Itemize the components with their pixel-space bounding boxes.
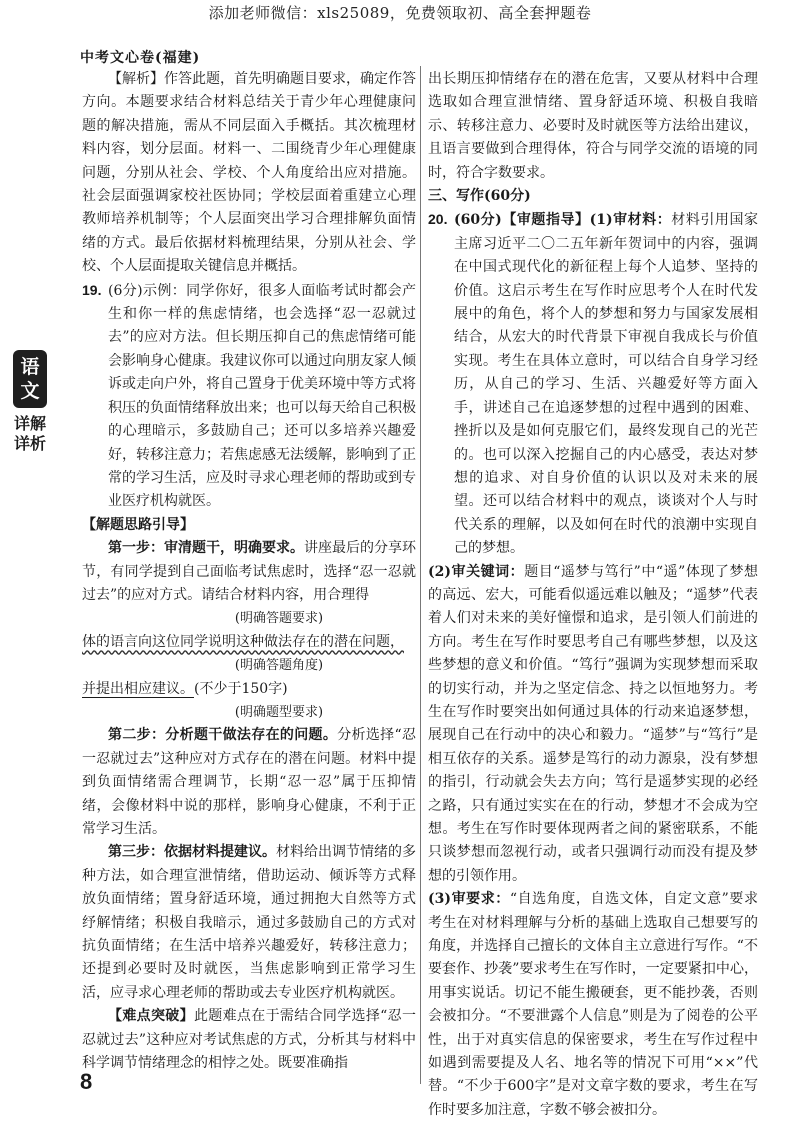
guide-title: 【解题思路引导】 [82, 516, 194, 533]
question-19-answer: (6分)示例：同学你好，很多人面临考试时都会产生和你一样的焦虑情绪，也会选择“忍一忍就过去”的应对方法。但长期压抑自己的焦虑情绪可能会影响身心健康。我建议你可以通过向朋友家人倾诉或走向户外，将自己置身于优美环境中等方式将积压的负面情绪释放出来；也可以每天给自己积极的心理暗示，多鼓励自己；还可以多培养兴趣爱好，转移注意力；若焦虑感无法缓解，影响到了正常的学习生活，应及时寻求心理老师的帮助或到专业医疗机构就医。 [108, 282, 416, 510]
step-1-label: 第一步：审清题干，明确要求。 [108, 540, 304, 557]
step-1-text: 讲座最后的分享环节，有同学提到自己面临考试焦虑时，选择“忍一忍就过去”的应对方式。请结合材料内容，用合理得 [82, 540, 416, 603]
subject-side-tab [13, 350, 47, 454]
requirement-analysis [428, 888, 758, 1122]
question-20-material: 材料引用国家主席习近平二〇二五年新年贺词中的内容，强调在中国式现代化的新征程上每个人追梦、坚持的价值。这启示考生在写作时应思考个人在时代发展中的角色，将个人的梦想和努力与国家发展相结合，从宏大的时代背景下审视自我成长与价值实现。考生在具体立意时，可以结合自身学习经历，从自己的学习、生活、兴趣爱好等方面入手，讲述自己在追逐梦想的过程中遇到的困难、挫折以及是如何克服它们，最终发现自己的光芒的。也可以深入挖掘自己的内心感受，表达对梦想的追求、对自身价值的认识以及对未来的展望。还可以结合材料中的观点，谈谈对个人与时代关系的理解，以及如何在时代的浪潮中实现自己的梦想。 [454, 212, 758, 557]
page-number: 8 [80, 1069, 93, 1094]
step-2-text: 分析选择“忍一忍就过去”这种应对方式存在的潜在问题。材料中提到负面情绪需合理调节，长期“忍一忍”属于压抑情绪，会像材料中说的那样，影响身心健康，不利于正常学习生活。 [82, 727, 416, 837]
step-2-label: 第二步：分析题干做法存在的问题。 [108, 727, 338, 744]
step-1-line-3-text: 并提出相应建议。 [82, 680, 194, 697]
question-20-head: (60分)【审题指导】(1)审材料： [454, 212, 672, 229]
requirement-analysis-text: “自选角度，自选文体，自定文意”要求考生在对材料理解与分析的基础上选取自己想要写的角度，并选择自己擅长的文体自主立意进行写作。“不要套作、抄袭”要求考生在写作时，一定要紧扣中心，用事实说话。切记不能生搬硬套，更不能抄袭，否则会被扣分。“不要泄露个人信息”则是为了阅卷的公平性，出于对真实信息的保密要求，考生在写作过程中如遇到需要提及人名、地名等的情况下可用“××”代替。“不少于600字”是对文章字数的要求，考生在写作时要多加注意，字数不够会被扣分。 [428, 891, 758, 1118]
note-2: (明确答题角度) [234, 658, 324, 674]
keyword-analysis-head: (2)审关键词： [428, 563, 525, 580]
difficulty-label: 【难点突破】 [108, 1008, 194, 1025]
step-1-line-3 [82, 678, 416, 701]
running-head: 中考文心卷(福建) [80, 50, 201, 66]
section-3-heading: 三、写作(60分) [428, 188, 531, 205]
question-19 [82, 279, 416, 514]
step-1 [82, 537, 416, 607]
question-20 [428, 208, 758, 560]
subject-sub-label: 详解详析 [13, 414, 46, 453]
step-1-line-2-text: 体的语言向这位同学说明这种做法存在的潜在问题， [82, 633, 404, 650]
difficulty [82, 1005, 416, 1075]
step-2 [82, 724, 416, 841]
difficulty-text: 此题难点在于需结合同学选择“忍一忍就过去”这种应对考试焦虑的方式，分析其与材料中科学调节情绪理念的相悖之处。既要准确指 [82, 1008, 416, 1072]
subject-label: 语文 [13, 350, 47, 408]
note-3: (明确题型要求) [234, 704, 324, 720]
step-1-line-2 [82, 631, 416, 654]
requirement-analysis-head: (3)审要求： [428, 891, 510, 908]
question-19-number: 19. [82, 281, 102, 298]
question-20-number: 20. [428, 211, 448, 228]
keyword-analysis [428, 561, 758, 889]
analysis-18: 【解析】作答此题，首先明确题目要求，确定作答方向。本题要求结合材料总结关于青少年心理健康问题的解决措施，需从不同层面入手概括。其次梳理材料内容，划分层面。材料一、二围绕青少年心理健康问题，分别从社会、学校、个人角度给出应对措施。社会层面强调家校社医协同；学校层面着重建立心理教师培养机制等；个人层面突出学习合理排解负面情绪的方式。最后依据材料梳理结果，分别从社会、学校、个人层面提取关键信息并概括。 [82, 71, 416, 275]
step-3 [82, 841, 416, 1005]
continued-text: 出长期压抑情绪存在的潜在危害，又要从材料中合理选取如合理宣泄情绪、置身舒适环境、积极自我暗示、转移注意力、必要时及时就医等方法给出建议，且语言要做到合理得体，符合与同学交流的语境的同时，符合字数要求。 [428, 71, 758, 181]
step-3-text: 材料给出调节情绪的多种方法，如合理宣泄情绪，借助运动、倾诉等方式释放负面情绪；置身舒适环境，通过拥抱大自然等方式纾解情绪；积极自我暗示，通过多鼓励自己的方式对抗负面情绪；在生活中培养兴趣爱好，转移注意力；还提到必要时及时就医，当焦虑影响到正常学习生活，应寻求心理老师的帮助或去专业医疗机构就医。 [82, 844, 416, 1001]
watermark: 添加老师微信：xls25089，免费领取初、高全套押题卷 [208, 4, 592, 22]
keyword-analysis-text: 题目“遥梦与笃行”中“遥”体现了梦想的高远、宏大，可能看似遥远难以触及；“遥梦”代表着人们对未来的美好憧憬和追求，是引领人们前进的方向。考生在写作时要思考自己有哪些梦想，以及这些梦想的意义和价值。“笃行”强调为实现梦想而采取的切实行动，并为之坚定信念、持之以恒地努力。考生在写作时要突出如何通过具体的行动来追逐梦想，展现自己在行动中的决心和毅力。“遥梦”与“笃行”是相互依存的关系。遥梦是笃行的动力源泉，没有梦想的指引，行动就会失去方向；笃行是遥梦实现的必经之路，只有通过实实在在的行动，梦想才不会成为空想。考生在写作时要体现两者之间的紧密联系，不能只谈梦想而忽视行动，或者只强调行动而没有提及梦想的引领作用。 [428, 563, 758, 884]
step-1-line-3-tail: (不少于150字) [194, 680, 288, 697]
step-3-label: 第三步：依据材料提建议。 [108, 844, 276, 861]
column-divider [420, 66, 421, 1084]
right-column [428, 68, 758, 1122]
note-1: (明确答题要求) [234, 611, 324, 627]
left-column [82, 68, 416, 1075]
